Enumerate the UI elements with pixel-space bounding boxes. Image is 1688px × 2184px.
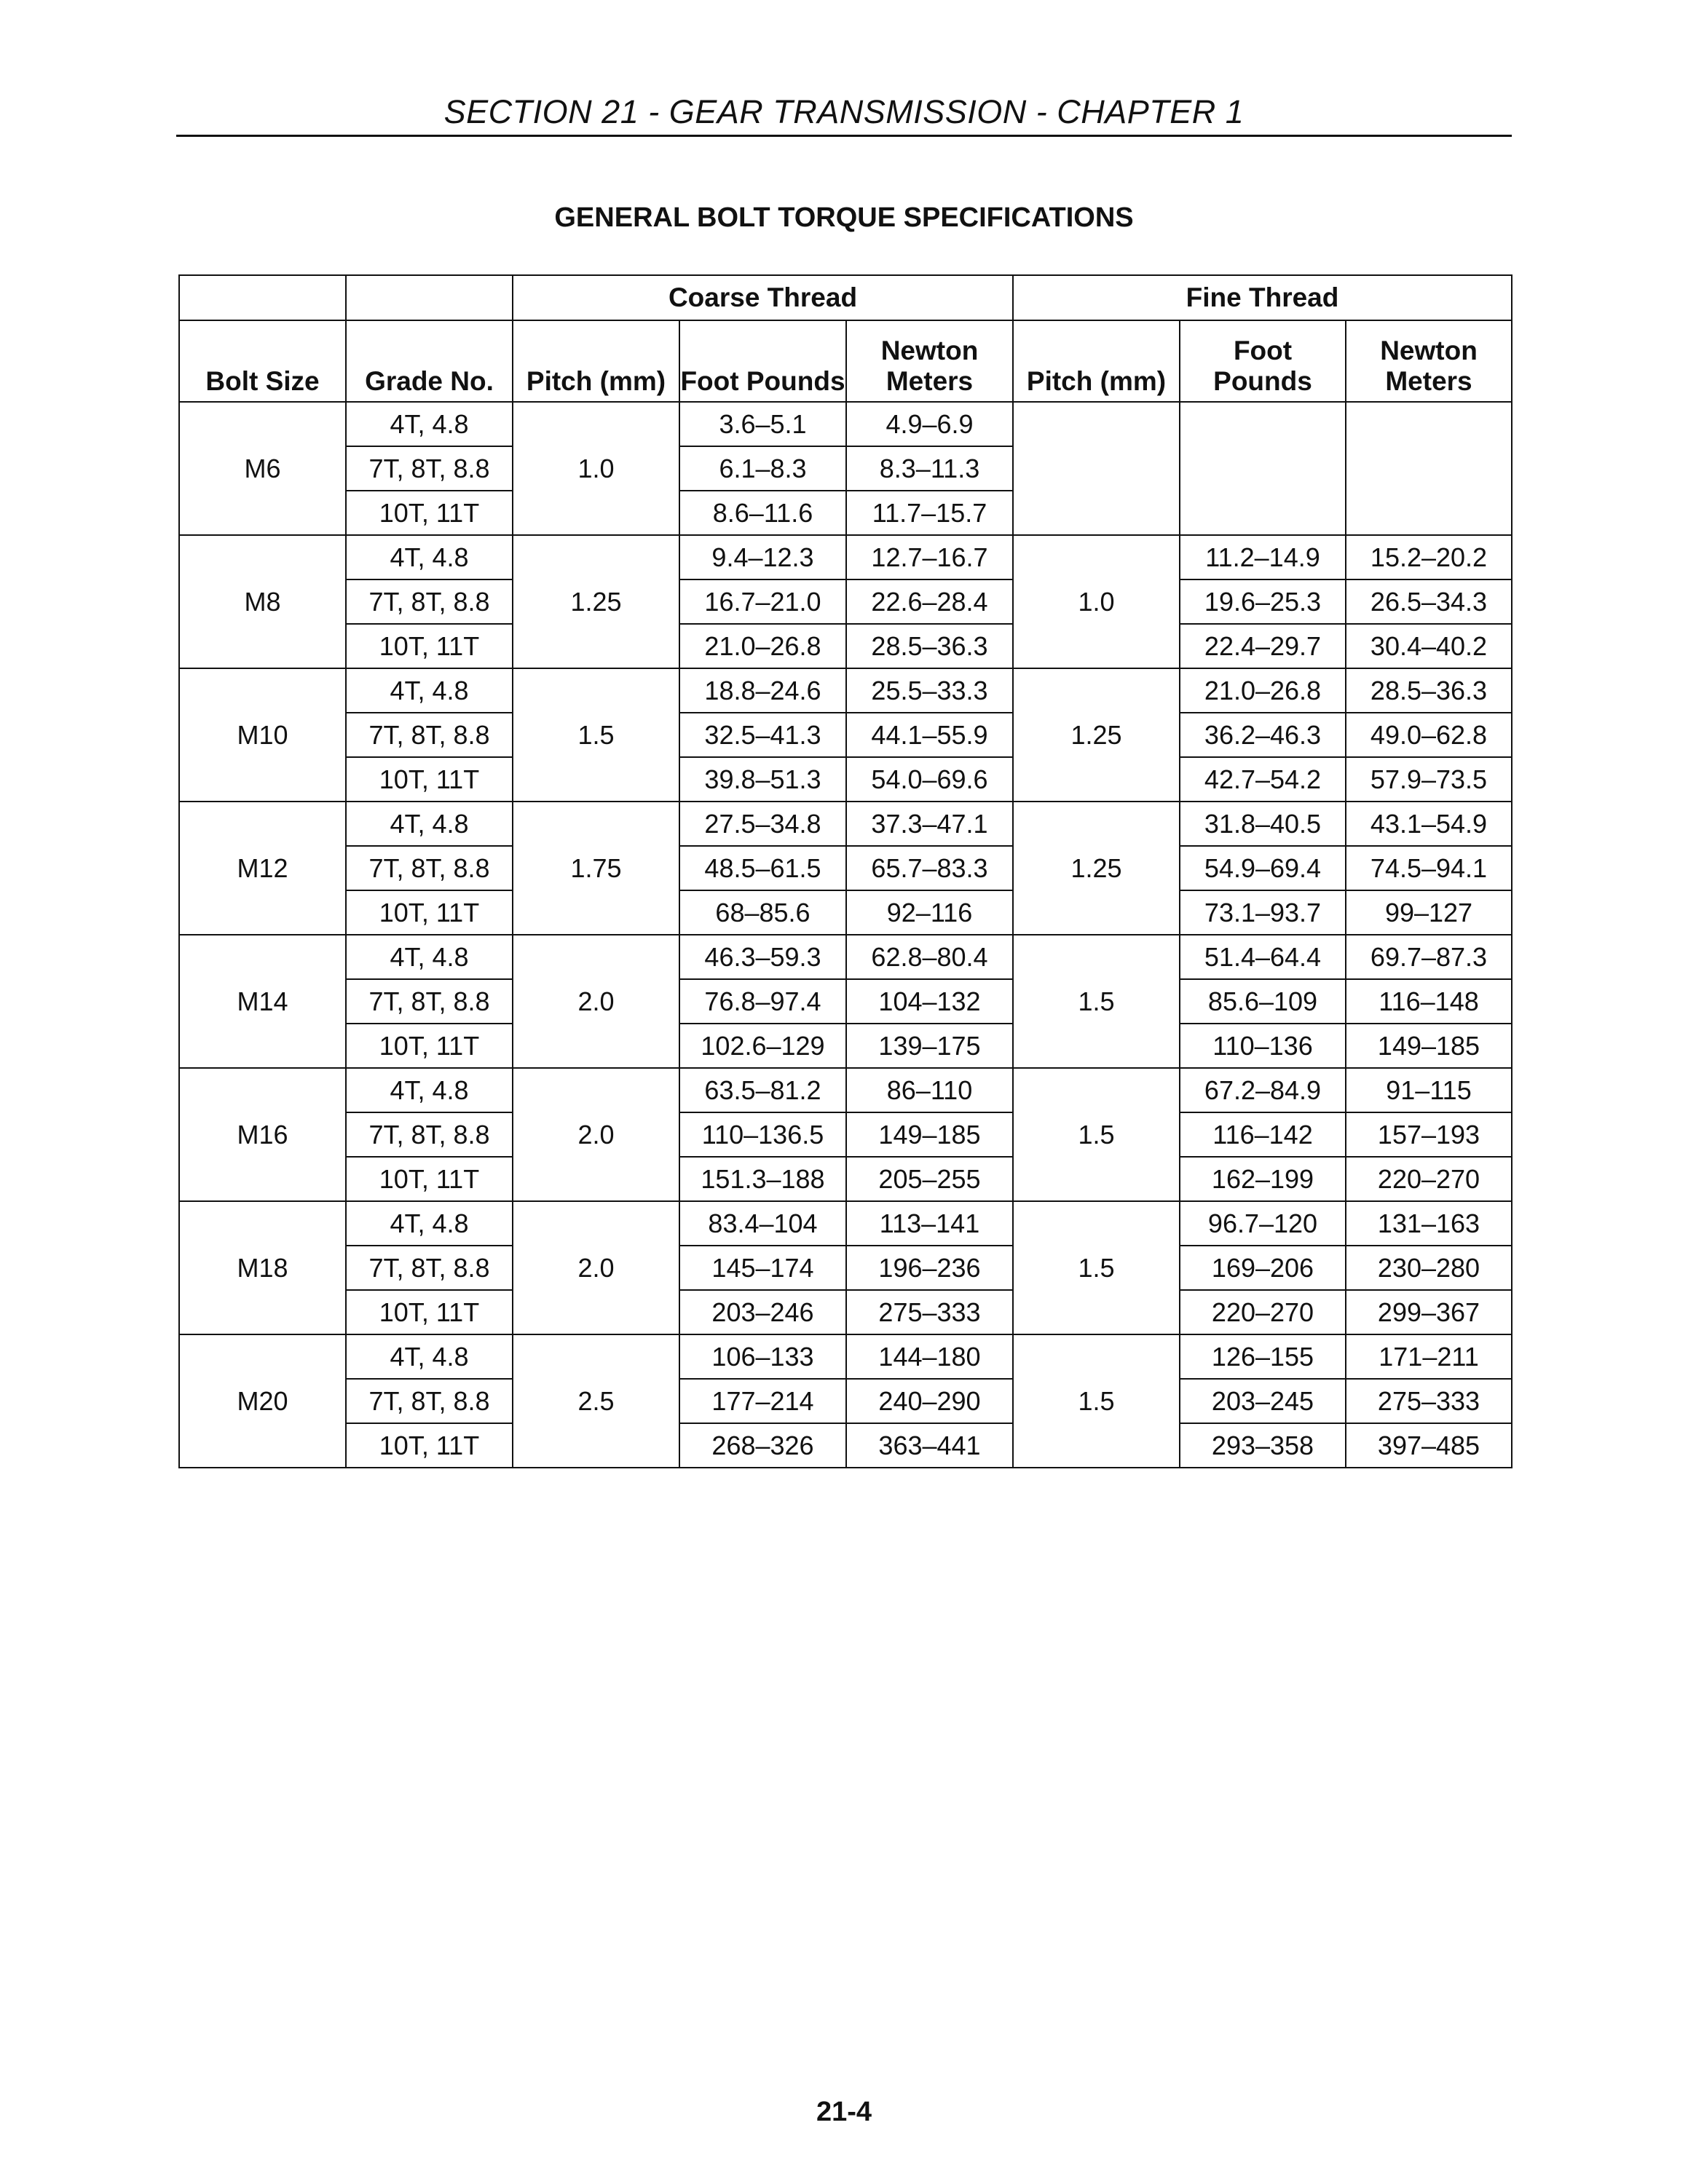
coarse-newton-meters-cell: 240–290 — [846, 1379, 1013, 1423]
bolt-size-header: Bolt Size — [179, 320, 346, 402]
coarse-newton-meters-cell: 65.7–83.3 — [846, 846, 1013, 890]
fine-pitch-cell: 1.0 — [1013, 535, 1180, 668]
coarse-pitch-cell: 1.25 — [513, 535, 679, 668]
grade-cell: 4T, 4.8 — [346, 1334, 513, 1379]
coarse-foot-pounds-cell: 76.8–97.4 — [679, 979, 846, 1024]
coarse-newton-meters-cell: 12.7–16.7 — [846, 535, 1013, 579]
fine-foot-pounds-cell: 293–358 — [1180, 1423, 1346, 1468]
bolt-size-cell: M8 — [179, 535, 346, 668]
coarse-newton-meters-cell: 62.8–80.4 — [846, 935, 1013, 979]
fine-newton-meters-cell: 157–193 — [1346, 1112, 1512, 1157]
coarse-foot-pounds-cell: 18.8–24.6 — [679, 668, 846, 713]
coarse-pitch-cell: 2.0 — [513, 935, 679, 1068]
table-row — [179, 1157, 1512, 1201]
grade-cell: 4T, 4.8 — [346, 1201, 513, 1246]
fine-foot-pounds-cell: 11.2–14.9 — [1180, 535, 1346, 579]
coarse-newton-meters-header: Newton Meters — [846, 320, 1013, 402]
table-row — [179, 1068, 1512, 1112]
table-row — [179, 535, 1512, 579]
table-row — [179, 935, 1512, 979]
coarse-newton-meters-cell: 54.0–69.6 — [846, 757, 1013, 802]
coarse-newton-meters-cell: 149–185 — [846, 1112, 1013, 1157]
coarse-foot-pounds-cell: 46.3–59.3 — [679, 935, 846, 979]
coarse-pitch-cell: 2.0 — [513, 1201, 679, 1334]
bolt-size-cell: M20 — [179, 1334, 346, 1468]
coarse-foot-pounds-cell: 6.1–8.3 — [679, 446, 846, 491]
grade-cell: 4T, 4.8 — [346, 535, 513, 579]
fine-newton-meters-cell: 30.4–40.2 — [1346, 624, 1512, 668]
grade-cell: 10T, 11T — [346, 1423, 513, 1468]
table-row — [179, 1290, 1512, 1334]
coarse-foot-pounds-cell: 16.7–21.0 — [679, 579, 846, 624]
fine-newton-meters-cell: 49.0–62.8 — [1346, 713, 1512, 757]
fine-newton-meters-cell: 230–280 — [1346, 1246, 1512, 1290]
grade-cell: 10T, 11T — [346, 1290, 513, 1334]
fine-newton-meters-cell: 397–485 — [1346, 1423, 1512, 1468]
coarse-foot-pounds-cell: 268–326 — [679, 1423, 846, 1468]
column-header-row — [179, 320, 1512, 402]
fine-foot-pounds-cell: 22.4–29.7 — [1180, 624, 1346, 668]
fine-newton-meters-cell: 57.9–73.5 — [1346, 757, 1512, 802]
coarse-pitch-cell: 1.0 — [513, 402, 679, 535]
table-row — [179, 579, 1512, 624]
fine-foot-pounds-cell: 169–206 — [1180, 1246, 1346, 1290]
grade-cell: 10T, 11T — [346, 491, 513, 535]
fine-foot-pounds-cell: 21.0–26.8 — [1180, 668, 1346, 713]
fine-newton-meters-cell: 28.5–36.3 — [1346, 668, 1512, 713]
coarse-newton-meters-cell: 139–175 — [846, 1024, 1013, 1068]
fine-foot-pounds-cell: 220–270 — [1180, 1290, 1346, 1334]
fine-newton-meters-cell: 171–211 — [1346, 1334, 1512, 1379]
coarse-newton-meters-cell: 86–110 — [846, 1068, 1013, 1112]
coarse-foot-pounds-cell: 68–85.6 — [679, 890, 846, 935]
bolt-size-cell: M18 — [179, 1201, 346, 1334]
coarse-pitch-header: Pitch (mm) — [513, 320, 679, 402]
coarse-newton-meters-cell: 25.5–33.3 — [846, 668, 1013, 713]
fine-foot-pounds-cell: 162–199 — [1180, 1157, 1346, 1201]
coarse-foot-pounds-cell: 177–214 — [679, 1379, 846, 1423]
coarse-newton-meters-cell: 8.3–11.3 — [846, 446, 1013, 491]
coarse-pitch-cell: 2.0 — [513, 1068, 679, 1201]
fine-pitch-cell: 1.5 — [1013, 935, 1180, 1068]
fine-pitch-cell — [1013, 402, 1180, 535]
coarse-foot-pounds-cell: 48.5–61.5 — [679, 846, 846, 890]
fine-newton-meters-cell: 74.5–94.1 — [1346, 846, 1512, 890]
coarse-newton-meters-cell: 11.7–15.7 — [846, 491, 1013, 535]
table-title: GENERAL BOLT TORQUE SPECIFICATIONS — [554, 202, 1134, 233]
coarse-foot-pounds-cell: 21.0–26.8 — [679, 624, 846, 668]
coarse-newton-meters-cell: 44.1–55.9 — [846, 713, 1013, 757]
table-row — [179, 1201, 1512, 1246]
bolt-size-cell: M12 — [179, 802, 346, 935]
fine-foot-pounds-cell: 36.2–46.3 — [1180, 713, 1346, 757]
fine-foot-pounds-cell: 42.7–54.2 — [1180, 757, 1346, 802]
table-row — [179, 802, 1512, 846]
coarse-foot-pounds-cell: 63.5–81.2 — [679, 1068, 846, 1112]
coarse-pitch-cell: 1.5 — [513, 668, 679, 802]
fine-thread-header: Fine Thread — [1013, 275, 1512, 320]
grade-cell: 7T, 8T, 8.8 — [346, 446, 513, 491]
grade-cell: 7T, 8T, 8.8 — [346, 1379, 513, 1423]
fine-foot-pounds-cell: 203–245 — [1180, 1379, 1346, 1423]
grade-cell: 7T, 8T, 8.8 — [346, 713, 513, 757]
fine-newton-meters-cell: 131–163 — [1346, 1201, 1512, 1246]
coarse-newton-meters-cell: 205–255 — [846, 1157, 1013, 1201]
table-row — [179, 846, 1512, 890]
coarse-newton-meters-cell: 92–116 — [846, 890, 1013, 935]
bolt-torque-table — [178, 274, 1513, 1468]
fine-foot-pounds-cell — [1180, 402, 1346, 535]
fine-foot-pounds-cell: 110–136 — [1180, 1024, 1346, 1068]
table-row — [179, 979, 1512, 1024]
coarse-foot-pounds-cell: 106–133 — [679, 1334, 846, 1379]
page-number: 21-4 — [816, 2097, 872, 2127]
bolt-size-cell: M10 — [179, 668, 346, 802]
fine-foot-pounds-cell: 67.2–84.9 — [1180, 1068, 1346, 1112]
fine-newton-meters-cell: 220–270 — [1346, 1157, 1512, 1201]
coarse-foot-pounds-cell: 9.4–12.3 — [679, 535, 846, 579]
coarse-newton-meters-cell: 363–441 — [846, 1423, 1013, 1468]
fine-foot-pounds-cell: 19.6–25.3 — [1180, 579, 1346, 624]
coarse-newton-meters-cell: 275–333 — [846, 1290, 1013, 1334]
coarse-foot-pounds-cell: 8.6–11.6 — [679, 491, 846, 535]
table-row — [179, 1112, 1512, 1157]
fine-newton-meters-cell: 91–115 — [1346, 1068, 1512, 1112]
table-row — [179, 402, 1512, 446]
fine-newton-meters-cell: 43.1–54.9 — [1346, 802, 1512, 846]
fine-newton-meters-cell: 299–367 — [1346, 1290, 1512, 1334]
fine-newton-meters-cell — [1346, 402, 1512, 535]
coarse-newton-meters-cell: 104–132 — [846, 979, 1013, 1024]
bolt-size-cell: M14 — [179, 935, 346, 1068]
coarse-foot-pounds-cell: 32.5–41.3 — [679, 713, 846, 757]
fine-pitch-cell: 1.5 — [1013, 1334, 1180, 1468]
grade-cell: 10T, 11T — [346, 624, 513, 668]
fine-foot-pounds-header: Foot Pounds — [1180, 320, 1346, 402]
table-row — [179, 1379, 1512, 1423]
grade-cell: 4T, 4.8 — [346, 935, 513, 979]
grade-cell: 10T, 11T — [346, 1157, 513, 1201]
fine-newton-meters-cell: 275–333 — [1346, 1379, 1512, 1423]
grade-cell: 4T, 4.8 — [346, 802, 513, 846]
fine-newton-meters-cell: 69.7–87.3 — [1346, 935, 1512, 979]
section-header — [176, 89, 1512, 137]
grade-cell: 7T, 8T, 8.8 — [346, 846, 513, 890]
fine-pitch-header: Pitch (mm) — [1013, 320, 1180, 402]
coarse-foot-pounds-cell: 151.3–188 — [679, 1157, 846, 1201]
fine-newton-meters-cell: 99–127 — [1346, 890, 1512, 935]
coarse-foot-pounds-cell: 39.8–51.3 — [679, 757, 846, 802]
coarse-newton-meters-cell: 144–180 — [846, 1334, 1013, 1379]
coarse-newton-meters-cell: 22.6–28.4 — [846, 579, 1013, 624]
fine-foot-pounds-cell: 73.1–93.7 — [1180, 890, 1346, 935]
fine-newton-meters-cell: 15.2–20.2 — [1346, 535, 1512, 579]
bolt-size-cell: M6 — [179, 402, 346, 535]
grade-cell: 10T, 11T — [346, 1024, 513, 1068]
grade-cell: 10T, 11T — [346, 757, 513, 802]
fine-foot-pounds-cell: 51.4–64.4 — [1180, 935, 1346, 979]
coarse-foot-pounds-cell: 3.6–5.1 — [679, 402, 846, 446]
table-row — [179, 890, 1512, 935]
table-row — [179, 624, 1512, 668]
fine-pitch-cell: 1.25 — [1013, 668, 1180, 802]
section-title: SECTION 21 - GEAR TRANSMISSION - CHAPTER 1 — [443, 93, 1245, 130]
coarse-pitch-cell: 2.5 — [513, 1334, 679, 1468]
fine-foot-pounds-cell: 96.7–120 — [1180, 1201, 1346, 1246]
bolt-size-cell: M16 — [179, 1068, 346, 1201]
fine-newton-meters-cell: 149–185 — [1346, 1024, 1512, 1068]
fine-newton-meters-cell: 116–148 — [1346, 979, 1512, 1024]
table-row — [179, 1024, 1512, 1068]
coarse-thread-header: Coarse Thread — [513, 275, 1013, 320]
grade-cell: 7T, 8T, 8.8 — [346, 579, 513, 624]
coarse-foot-pounds-cell: 203–246 — [679, 1290, 846, 1334]
grade-cell: 10T, 11T — [346, 890, 513, 935]
grade-cell: 4T, 4.8 — [346, 402, 513, 446]
coarse-newton-meters-cell: 196–236 — [846, 1246, 1013, 1290]
empty-header-cell — [179, 275, 346, 320]
fine-foot-pounds-cell: 85.6–109 — [1180, 979, 1346, 1024]
fine-pitch-cell: 1.5 — [1013, 1201, 1180, 1334]
grade-cell: 4T, 4.8 — [346, 668, 513, 713]
table-row — [179, 713, 1512, 757]
table-row — [179, 1246, 1512, 1290]
coarse-foot-pounds-cell: 145–174 — [679, 1246, 846, 1290]
grade-cell: 7T, 8T, 8.8 — [346, 979, 513, 1024]
coarse-pitch-cell: 1.75 — [513, 802, 679, 935]
table-row — [179, 668, 1512, 713]
coarse-newton-meters-cell: 113–141 — [846, 1201, 1013, 1246]
coarse-foot-pounds-header: Foot Pounds — [679, 320, 846, 402]
fine-foot-pounds-cell: 54.9–69.4 — [1180, 846, 1346, 890]
coarse-newton-meters-cell: 28.5–36.3 — [846, 624, 1013, 668]
fine-foot-pounds-cell: 116–142 — [1180, 1112, 1346, 1157]
coarse-foot-pounds-cell: 102.6–129 — [679, 1024, 846, 1068]
fine-newton-meters-header: Newton Meters — [1346, 320, 1512, 402]
table-row — [179, 1423, 1512, 1468]
grade-cell: 7T, 8T, 8.8 — [346, 1246, 513, 1290]
empty-header-cell — [346, 275, 513, 320]
fine-foot-pounds-cell: 31.8–40.5 — [1180, 802, 1346, 846]
grade-cell: 4T, 4.8 — [346, 1068, 513, 1112]
fine-newton-meters-cell: 26.5–34.3 — [1346, 579, 1512, 624]
coarse-newton-meters-cell: 4.9–6.9 — [846, 402, 1013, 446]
grade-no-header: Grade No. — [346, 320, 513, 402]
fine-foot-pounds-cell: 126–155 — [1180, 1334, 1346, 1379]
coarse-foot-pounds-cell: 110–136.5 — [679, 1112, 846, 1157]
coarse-newton-meters-cell: 37.3–47.1 — [846, 802, 1013, 846]
table-row — [179, 1334, 1512, 1379]
coarse-foot-pounds-cell: 27.5–34.8 — [679, 802, 846, 846]
fine-pitch-cell: 1.25 — [1013, 802, 1180, 935]
torque-table-body — [179, 402, 1512, 1468]
fine-pitch-cell: 1.5 — [1013, 1068, 1180, 1201]
coarse-foot-pounds-cell: 83.4–104 — [679, 1201, 846, 1246]
group-header-row — [179, 275, 1512, 320]
grade-cell: 7T, 8T, 8.8 — [346, 1112, 513, 1157]
table-row — [179, 757, 1512, 802]
